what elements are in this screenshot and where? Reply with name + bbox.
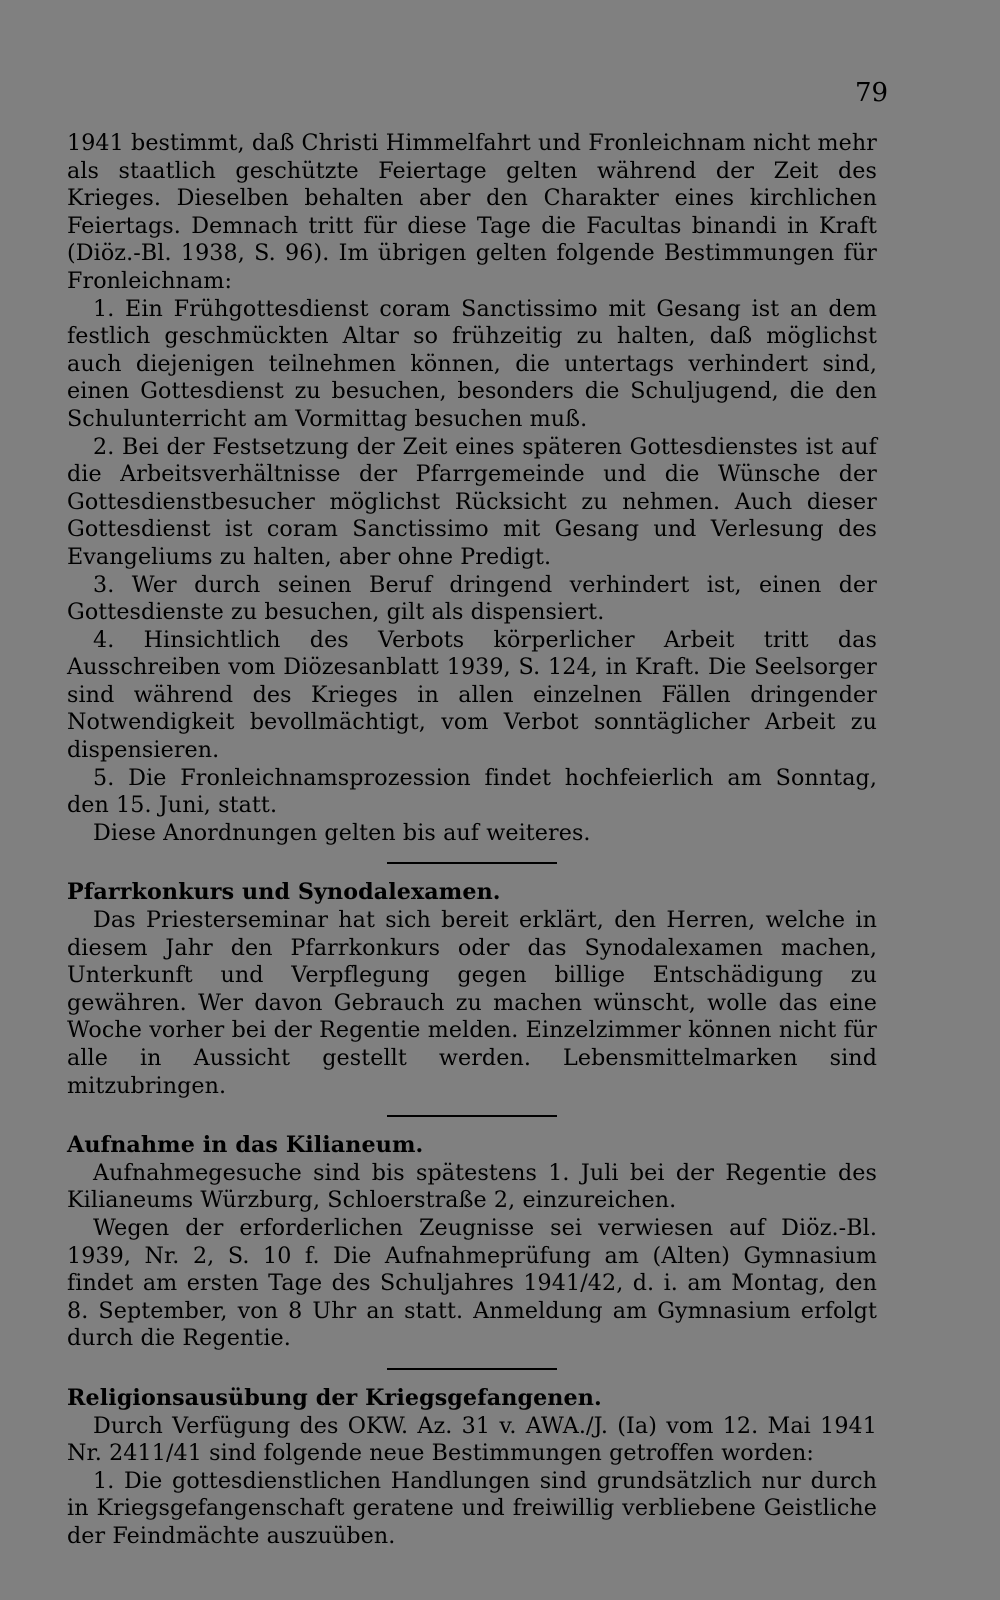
intro-paragraph: 1941 bestimmt, daß Christi Himmelfahrt und Fronleichnam nicht mehr als staatlich geschützte Feiertage gelten während der Zeit des Krieges. Dieselben behalten aber den Charakter eines kirchlichen Feiertags. Demnach tritt für diese Tage die Facultas binandi in Kraft (Diöz.-Bl. 1938, S. 96). Im übrigen gelten folgende Bestimmungen für Fronleichnam: bbox=[67, 130, 877, 294]
closing-paragraph: Diese Anordnungen gelten bis auf weiteres. bbox=[93, 819, 591, 846]
list-item: 1. Die gottesdienstlichen Handlungen sind grundsätzlich nur durch in Kriegsgefangenschaft geratene und freiwillig verbliebene Geistliche der Feindmächte auszuüben. bbox=[67, 1467, 877, 1549]
section-paragraph: Das Priesterseminar hat sich bereit erklärt, den Herren, welche in diesem Jahr den Pfarrkonkurs oder das Synodalexamen machen, Unterkunft und Verpflegung gegen billige Entschädigung zu gewähren. Wer davon Gebrauch zu machen wünscht, wolle das eine Woche vorher bei der Regentie melden. Einzelzimmer können nicht für alle in Aussicht gestellt werden. Lebensmittelmarken sind mitzubringen. bbox=[67, 907, 877, 1099]
list-item: 1. Ein Frühgottesdienst coram Sanctissimo mit Gesang ist an dem festlich geschmückten Altar so frühzeitig zu halten, daß möglichst auch diejenigen teilnehmen können, die untertags verhindert sind, einen Gottesdienst zu besuchen, besonders die Schuljugend, die den Schulunterricht am Vormittag besuchen muß. bbox=[67, 295, 877, 432]
list-item: 5. Die Fronleichnamsprozession findet hochfeierlich am Sonntag, den 15. Juni, statt. bbox=[67, 764, 877, 819]
section-kriegsgefangene bbox=[67, 1385, 877, 1551]
section-title: Pfarrkonkurs und Synodalexamen. bbox=[67, 879, 501, 906]
section-title: Aufnahme in das Kilianeum. bbox=[67, 1132, 424, 1159]
section-paragraph: Aufnahmegesuche sind bis spätestens 1. Juli bei der Regentie des Kilianeums Würzburg, Schloerstraße 2, einzureichen. bbox=[67, 1159, 877, 1214]
document-body bbox=[67, 130, 877, 1551]
list-item: 2. Bei der Festsetzung der Zeit eines späteren Gottesdienstes ist auf die Arbeitsverhältnisse der Pfarrgemeinde und die Wünsche der Gottesdienstbesucher möglichst Rücksicht zu nehmen. Auch dieser Gottesdienst ist coram Sanctissimo mit Gesang und Verlesung des Evangeliums zu halten, aber ohne Predigt. bbox=[67, 433, 877, 570]
list-item: 3. Wer durch seinen Beruf dringend verhindert ist, einen der Gottesdienste zu besuchen, gilt als dispensiert. bbox=[67, 571, 877, 626]
section-divider bbox=[387, 1115, 557, 1117]
intro-block bbox=[67, 130, 877, 847]
section-title: Religionsausübung der Kriegsgefangenen. bbox=[67, 1384, 602, 1411]
section-divider bbox=[387, 1368, 557, 1370]
section-pfarrkonkurs bbox=[67, 879, 877, 1100]
section-divider bbox=[387, 862, 557, 864]
page-number: 79 bbox=[855, 78, 889, 108]
section-paragraph: Wegen der erforderlichen Zeugnisse sei verwiesen auf Diöz.-Bl. 1939, Nr. 2, S. 10 f. Die Aufnahmeprüfung am (Alten) Gymnasium findet am ersten Tage des Schuljahres 1941/42, d. i. am Montag, den 8. September, von 8 Uhr an statt. Anmeldung am Gymnasium erfolgt durch die Regentie. bbox=[67, 1214, 877, 1352]
section-paragraph: Durch Verfügung des OKW. Az. 31 v. AWA./J. (Ia) vom 12. Mai 1941 Nr. 2411/41 sind folgende neue Bestimmungen getroffen worden: bbox=[67, 1412, 877, 1467]
list-item: 4. Hinsichtlich des Verbots körperlicher Arbeit tritt das Ausschreiben vom Diözesanblatt 1939, S. 124, in Kraft. Die Seelsorger sind während des Krieges in allen einzelnen Fällen dringender Notwendigkeit bevollmächtigt, vom Verbot sonntäglicher Arbeit zu dispensieren. bbox=[67, 626, 877, 764]
section-kilianeum bbox=[67, 1132, 877, 1353]
